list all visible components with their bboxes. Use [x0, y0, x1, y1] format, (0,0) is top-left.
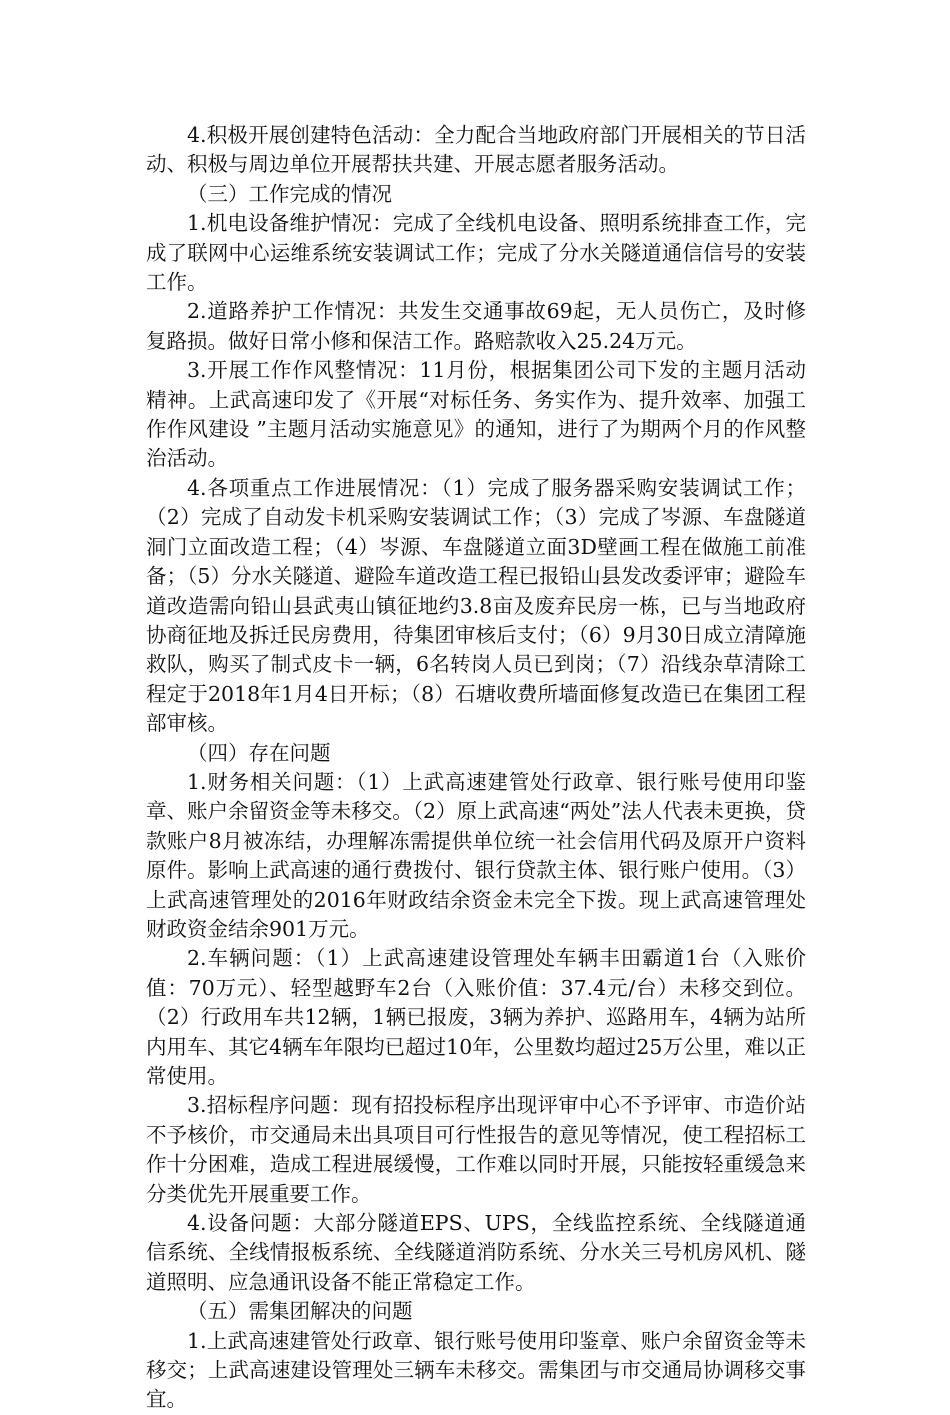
section-heading-existing-problems: （四）存在问题 [187, 740, 331, 765]
paragraph-road-maintenance: 2.道路养护工作情况：共发生交通事故69起，无人员伤亡，及时修复路损。做好日常小修和保洁工作。路赔款收入25.24万元。 [146, 299, 806, 353]
paragraph-key-work-progress: 4.各项重点工作进展情况：（1）完成了服务器采购安装调试工作；（2）完成了自动发卡机采购安装调试工作；（3）完成了岑源、车盘隧道洞门立面改造工程；（4）岑源、车盘隧道立面3D壁画工程在做施工前准备；（5）分水关隧道、避险车道改造工程已报铅山县发改委评审；避险车道改造需向铅山县武夷山镇征地约3.8亩及废弃民房一栋，已与当地政府协商征地及拆迁民房费用，待集团审核后支付；（6）9月30日成立清障施救队，购买了制式皮卡一辆，6名转岗人员已到岗；（7）沿线杂草清除工程定于2018年1月4日开标；（8）石塘收费所墙面修复改造已在集团工程部审核。 [146, 475, 806, 736]
paragraph-finance-problems: 1.财务相关问题：（1）上武高速建管处行政章、银行账号使用印鉴章、账户余留资金等未移交。（2）原上武高速“两处”法人代表未更换，贷款账户8月被冻结，办理解冻需提供单位统一社会信用代码及原开户资料原件。影响上武高速的通行费拨付、银行贷款主体、银行账户使用。（3）上武高速管理处的2016年财政结余资金未完全下拨。现上武高速管理处财政资金结余901万元。 [146, 769, 806, 941]
paragraph-work-style: 3.开展工作作风整情况：11月份，根据集团公司下发的主题月活动精神。上武高速印发了《开展“对标任务、务实作为、提升效率、加强工作作风建设 ”主题月活动实施意见》的通知，进行了为期两个月的作风整治活动。 [146, 358, 806, 471]
paragraph-vehicle-problems: 2.车辆问题：（1）上武高速建设管理处车辆丰田霸道1台（入账价值：70万元）、轻型越野车2台（入账价值：37.4元/台）未移交到位。（2）行政用车共12辆，1辆已报废，3辆为养护、巡路用车，4辆为站所内用车、其它4辆车年限均已超过10年，公里数均超过25万公里，难以正常使用。 [146, 946, 806, 1088]
paragraph-activities: 4.积极开展创建特色活动：全力配合当地政府部门开展相关的节日活动、积极与周边单位开展帮扶共建、开展志愿者服务活动。 [146, 123, 806, 177]
paragraph-equipment-problems: 4.设备问题：大部分隧道EPS、UPS，全线监控系统、全线隧道通信系统、全线情报板系统、全线隧道消防系统、分水关三号机房风机、隧道照明、应急通讯设备不能正常稳定工作。 [146, 1211, 806, 1294]
paragraph-equipment-maintenance: 1.机电设备维护情况：完成了全线机电设备、照明系统排查工作，完成了联网中心运维系统安装调试工作；完成了分水关隧道通信信号的安装工作。 [146, 211, 806, 295]
section-heading-group-issues: （五）需集团解决的问题 [187, 1299, 413, 1324]
paragraph-group-issue-1: 1.上武高速建管处行政章、银行账号使用印鉴章、账户余留资金等未移交；上武高速建设管理处三辆车未移交。需集团与市交通局协调移交事宜。 [146, 1328, 806, 1412]
paragraph-bidding-problems: 3.招标程序问题：现有招投标程序出现评审中心不予评审、市造价站不予核价，市交通局未出具项目可行性报告的意见等情况，使工程招标工作十分困难，造成工程进展缓慢，工作难以同时开展，只能按轻重缓急来分类优先开展重要工作。 [146, 1093, 806, 1206]
section-heading-work-completion: （三）工作完成的情况 [187, 181, 392, 206]
document-page [146, 121, 806, 1415]
